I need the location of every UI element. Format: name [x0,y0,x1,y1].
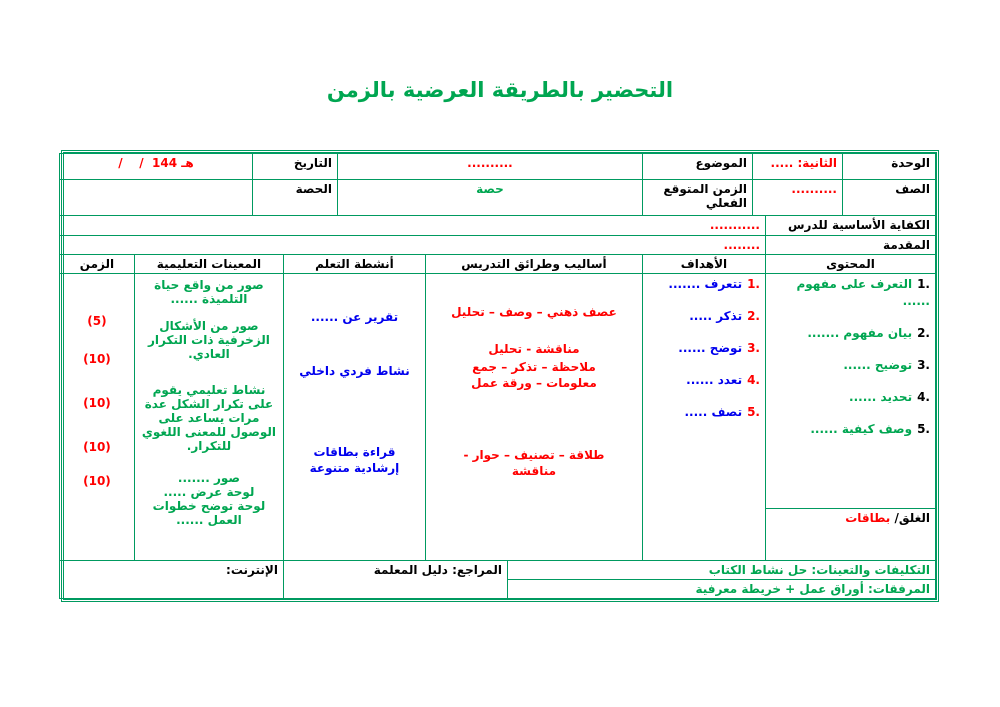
attachments-cell [507,580,935,599]
closure-value: بطاقات [845,511,891,525]
period-label: الحصة [295,182,332,196]
closure-label: الغلق/ [894,511,930,525]
page-title: التحضير بالطريقة العرضية بالزمن [326,78,674,102]
aids-column-header [134,255,283,274]
period-label-cell [252,180,337,216]
aids-cell [134,274,283,561]
activities-cell [283,274,425,561]
objective-item-number: 2. [747,309,760,323]
content-item [771,325,930,342]
time-value: (10) [83,352,111,366]
header-row-2 [59,180,935,216]
methods-line: طلاقة – تصنيف – حوار - مناقشة [463,448,605,478]
activities-column-header [283,255,425,274]
objective-item-text: تتعرف ....... [668,277,743,291]
competency-label-cell [766,216,936,236]
objective-item [648,276,760,293]
subject-label-cell [642,154,752,180]
content-item-text: بيان مفهوم ....... [807,326,913,340]
methods-line: مناقشة - تحليل [488,342,580,356]
time-value: (10) [83,440,111,454]
references-text: المراجع: دليل المعلمة [373,563,502,577]
competency-value-cell [59,216,765,236]
content-item [771,421,930,438]
content-item-text: توضيح ...... [843,358,913,372]
content-column-label: المحتوى [826,257,875,271]
column-header-row [59,255,935,274]
activity-item: تقرير عن ...... [310,310,399,324]
class-label: الصف [895,182,930,196]
time-column-label: الزمن [79,257,115,271]
footer-row-1 [59,561,935,580]
objective-item [648,340,760,357]
class-value-cell [752,180,842,216]
attachments-text: المرفقات: أوراق عمل + خريطة معرفية [695,582,930,596]
class-value: .......... [791,182,837,196]
lesson-plan-table [59,153,936,599]
competency-label: الكفاية الأساسية للدرس [787,218,930,232]
internet-label: الإنترنت: [226,563,278,577]
methods-line: عصف ذهني – وصف – تحليل [451,305,617,319]
objectives-column-header [642,255,765,274]
activity-item: قراءة بطاقات إرشادية متنوعة [309,445,400,475]
unit-label: الوحدة [891,156,930,170]
class-label-cell [843,180,936,216]
subject-label: الموضوع [695,156,747,170]
intro-value: ........ [723,238,760,252]
references-cell [283,561,507,599]
time-value: (10) [83,474,111,488]
content-item-number: 2. [917,326,930,340]
unit-label-cell [843,154,936,180]
competency-row [59,216,935,236]
content-item [771,389,930,406]
objective-item-text: تذكر ..... [689,309,743,323]
objective-item-text: توضح ...... [678,341,743,355]
closure-cell [766,509,936,561]
methods-column-label: أساليب وطرائق التدريس [461,257,607,271]
content-item-text: التعرف على مفهوم ...... [796,277,930,308]
objectives-cell [642,274,765,561]
header-row-1 [59,154,935,180]
aids-column-label: المعينات التعليمية [156,257,262,271]
intro-label: المقدمة [883,238,930,252]
content-item [771,276,930,310]
content-column-header [766,255,936,274]
date-value-cell [59,154,252,180]
intro-label-cell [766,236,936,255]
internet-cell [59,561,283,599]
activity-item: نشاط فردي داخلي [299,364,410,378]
assignments-text: التكليفات والتعينات: حل نشاط الكتاب [708,563,930,577]
intro-value-cell [59,236,765,255]
objectives-column-label: الأهداف [680,257,728,271]
time-value: (5) [87,314,107,328]
methods-cell [425,274,642,561]
time-value: (10) [83,396,111,410]
lesson-plan-table-frame [61,150,939,602]
assignments-cell [507,561,935,580]
expected-time-label-cell [642,180,752,216]
objective-item-text: تعدد ...... [686,373,743,387]
time-column-header [59,255,134,274]
activities-column-label: أنشطة التعلم [315,257,394,271]
methods-line: ملاحظة – تذكر – جمع معلومات – ورقة عمل [471,360,597,390]
objective-item [648,308,760,325]
unit-value-cell [752,154,842,180]
content-item-number: 3. [917,358,930,372]
expected-time-label: الزمن المتوقع الفعلي [663,182,747,210]
date-label: التاريخ [293,156,332,170]
aid-item: لوحة عرض ..... [163,485,255,499]
introduction-row [59,236,935,255]
content-cell [766,274,936,509]
content-item-number: 5. [917,422,930,436]
content-item-text: وصف كيفية ...... [810,422,913,436]
content-item-number: 1. [917,277,930,291]
content-item-text: تحديد ...... [849,390,913,404]
aid-item: لوحة توضح خطوات العمل ...... [152,499,266,527]
objective-item [648,404,760,421]
date-value: / / 144 هـ [118,156,194,170]
time-cell [59,274,134,561]
objective-item-number: 1. [747,277,760,291]
objective-item-number: 4. [747,373,760,387]
aid-item: صور من واقع حياة التلميذة ...... [154,278,264,306]
date-label-cell [252,154,337,180]
unit-value: الثانية: ..... [770,156,837,170]
aid-item: صور ....... [177,471,241,485]
main-body-row [59,274,935,509]
expected-time-value: حصة [476,182,504,196]
objective-item-text: تصف ..... [684,405,743,419]
aid-item: صور من الأشكال الزخرفية ذات التكرار العادي. [148,319,270,361]
content-item [771,357,930,374]
methods-column-header [425,255,642,274]
objective-item-number: 3. [747,341,760,355]
competency-value: ........... [709,218,760,232]
objective-item-number: 5. [747,405,760,419]
expected-time-value-cell [337,180,642,216]
empty-cell [59,180,252,216]
subject-value: .......... [467,156,513,170]
objective-item [648,372,760,389]
subject-value-cell [337,154,642,180]
aid-item: نشاط تعليمي يقوم على تكرار الشكل عدة مرات يساعد على الوصول للمعنى اللغوي للتكرار. [141,383,276,453]
content-item-number: 4. [917,390,930,404]
